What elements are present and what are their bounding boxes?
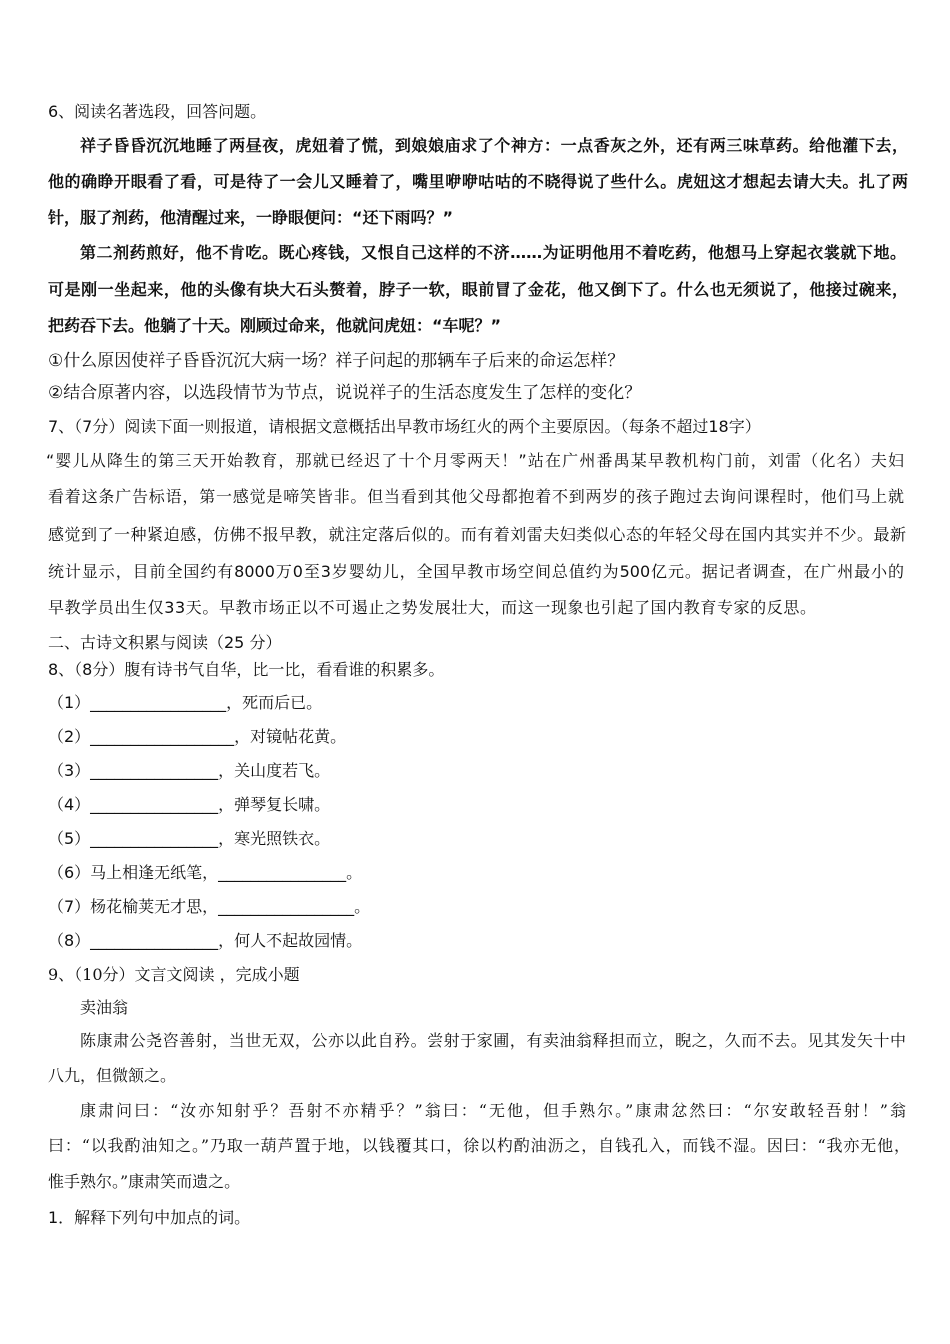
q6-passage-line: 可是刚一坐起来，他的头像有块大石头赘着，脖子一软，眼前冒了金花，他又倒下了。什么也无须说了，他接过碗来， (48, 280, 908, 299)
q9-passage-line: 曰：“以我酌油知之。”乃取一葫芦置于地，以钱覆其口，徐以杓酌油沥之，自钱孔入，而钱不湿。因曰：“我亦无他， (48, 1136, 910, 1155)
q8-item: （5）________________，寒光照铁衣。 (48, 829, 331, 848)
q6-question-1: ①什么原因使祥子昏昏沉沉大病一场？祥子问起的那辆车子后来的命运怎样？ (48, 351, 625, 371)
q9-text-title: 卖油翁 (80, 998, 129, 1017)
q9-passage-line: 康肃问曰：“汝亦知射乎？吾射不亦精乎？”翁曰：“无他，但手熟尔。”康肃忿然曰：“尔安敢轻吾射！”翁 (80, 1101, 906, 1120)
q6-passage-line: 祥子昏昏沉沉地睡了两昼夜，虎妞着了慌，到娘娘庙求了个神方：一点香灰之外，还有两三味草药。给他灌下去， (80, 136, 908, 155)
q7-heading: 7、（7分）阅读下面一则报道，请根据文意概括出早教市场红火的两个主要原因。（每条不超过18字） (48, 417, 761, 436)
q9-passage-line: 八九，但微颔之。 (48, 1066, 177, 1085)
q9-passage-line: 陈康肃公尧咨善射，当世无双，公亦以此自矜。尝射于家圃，有卖油翁释担而立，睨之，久而不去。见其发矢十中 (80, 1031, 906, 1050)
q8-item: （7）杨花榆荚无才思，_________________。 (48, 897, 371, 916)
q9-passage-line: 惟手熟尔。”康肃笑而遗之。 (48, 1172, 241, 1191)
q9-heading: 9、（10分）文言文阅读 ，完成小题 (48, 965, 300, 984)
q6-passage-line: 针，服了剂药，他清醒过来，一睁眼便问：“还下雨吗？” (48, 208, 454, 227)
q7-report-line: 统计显示，目前全国约有8000万0至3岁婴幼儿，全国早教市场空间总值约为500亿元。据记者调查，在广州最小的 (48, 562, 904, 581)
q6-passage-line: 第二剂药煎好，他不肯吃。既心疼钱，又恨自己这样的不济……为证明他用不着吃药，他想马上穿起衣裳就下地。 (80, 243, 906, 262)
q7-report-line: 早教学员出生仅33天。早教市场正以不可遏止之势发展壮大，而这一现象也引起了国内教育专家的反思。 (48, 598, 817, 617)
q8-item: （3）________________，关山度若飞。 (48, 761, 331, 780)
q6-question-2: ②结合原著内容，以选段情节为节点，说说祥子的生活态度发生了怎样的变化？ (48, 383, 642, 403)
q6-passage-line: 他的确睁开眼看了看，可是待了一会儿又睡着了，嘴里咿咿咕咕的不晓得说了些什么。虎妞这才想起去请大夫。扎了两 (48, 172, 908, 191)
q6-heading: 6、阅读名著选段，回答问题。 (48, 102, 267, 121)
q7-report-line: 感觉到了一种紧迫感，仿佛不报早教，就注定落后似的。而有着刘雷夫妇类似心态的年轻父母在国内其实并不少。最新 (48, 525, 906, 544)
q8-item: （1）_________________，死而后已。 (48, 693, 323, 712)
q7-report-line: “婴儿从降生的第三天开始教育，那就已经迟了十个月零两天！”站在广州番禺某早教机构门前，刘雷（化名）夫妇 (46, 451, 904, 470)
q8-item: （4）________________，弹琴复长啸。 (48, 795, 331, 814)
section-2-heading: 二、古诗文积累与阅读（25 分） (48, 633, 282, 652)
q8-item: （6）马上相逢无纸笔，________________。 (48, 863, 363, 882)
q8-heading: 8、（8分）腹有诗书气自华，比一比，看看谁的积累多。 (48, 660, 445, 679)
q9-question-1: 1．解释下列句中加点的词。 (48, 1208, 251, 1227)
q6-passage-line: 把药吞下去。他躺了十天。刚顾过命来，他就问虎妞：“车呢？” (48, 316, 502, 335)
q7-report-line: 看着这条广告标语，第一感觉是啼笑皆非。但当看到其他父母都抱着不到两岁的孩子跑过去询问课程时，他们马上就 (48, 487, 904, 506)
q8-item: （2）__________________，对镜帖花黄。 (48, 727, 347, 746)
q8-item: （8）________________，何人不起故园情。 (48, 931, 363, 950)
